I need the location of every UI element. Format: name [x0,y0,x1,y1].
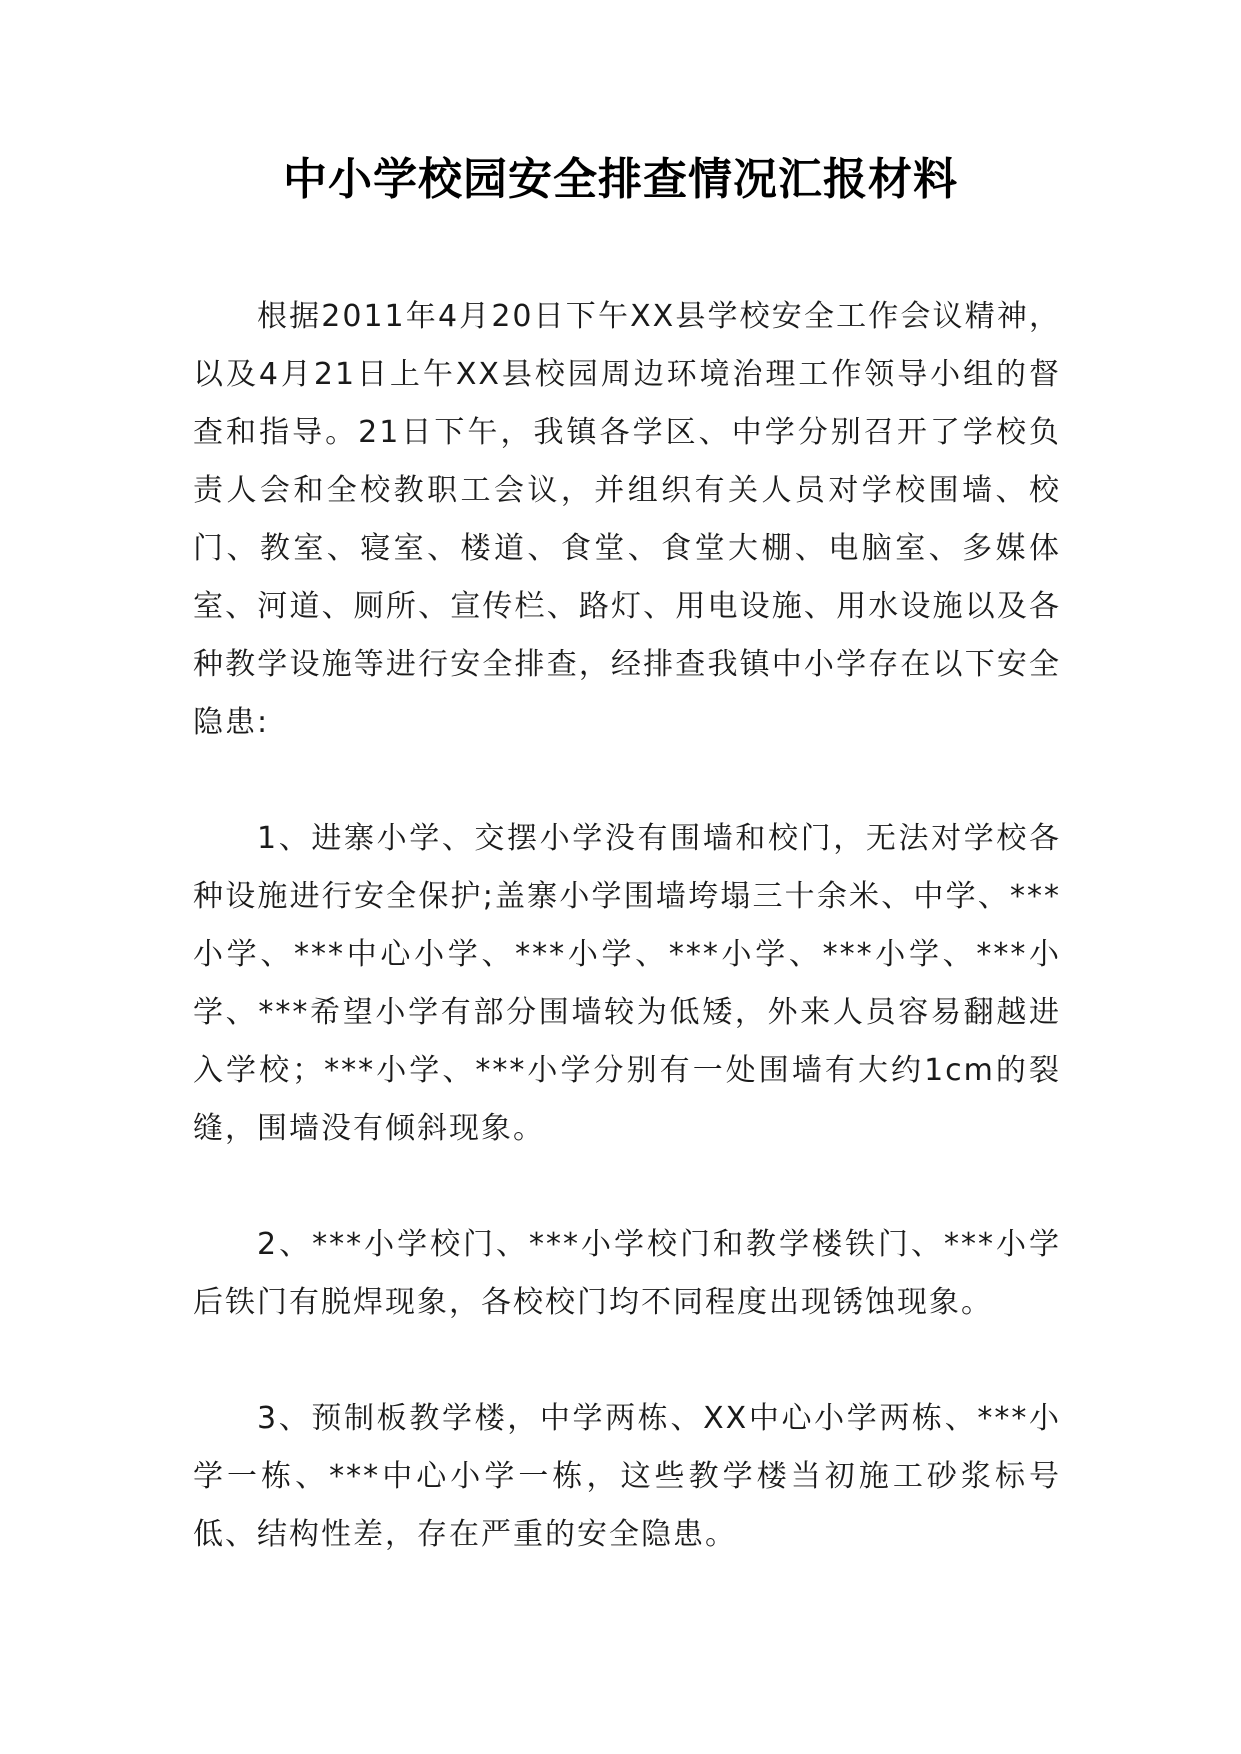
paragraph-intro: 根据2011年4月20日下午XX县学校安全工作会议精神，以及4月21日上午XX县校园周边环境治理工作领导小组的督查和指导。21日下午，我镇各学区、中学分别召开了学校负责人会和全校教职工会议，并组织有关人员对学校围墙、校门、教室、寝室、楼道、食堂、食堂大棚、电脑室、多媒体室、河道、厕所、宣传栏、路灯、用电设施、用水设施以及各种教学设施等进行安全排查，经排查我镇中小学存在以下安全隐患: [193,299,1061,740]
paragraph-gap [193,752,1061,810]
document-body [193,288,1061,1564]
paragraph-gap [193,1332,1061,1390]
document-title: 中小学校园安全排查情况汇报材料 [283,154,958,205]
paragraph-item-2: 2、***小学校门、***小学校门和教学楼铁门、***小学后铁门有脱焊现象，各校校门均不同程度出现锈蚀现象。 [193,1227,1061,1320]
paragraph-item-3: 3、预制板教学楼，中学两栋、XX中心小学两栋、***小学一栋、***中心小学一栋，这些教学楼当初施工砂浆标号低、结构性差，存在严重的安全隐患。 [193,1401,1061,1552]
paragraph-item-1: 1、进寨小学、交摆小学没有围墙和校门，无法对学校各种设施进行安全保护;盖寨小学围墙垮塌三十余米、中学、***小学、***中心小学、***小学、***小学、***小学、***小学、***希望小学有部分围墙较为低矮，外来人员容易翻越进入学校；***小学、***小学分别有一处围墙有大约1cm的裂缝，围墙没有倾斜现象。 [193,821,1061,1146]
paragraph-gap [193,1158,1061,1216]
